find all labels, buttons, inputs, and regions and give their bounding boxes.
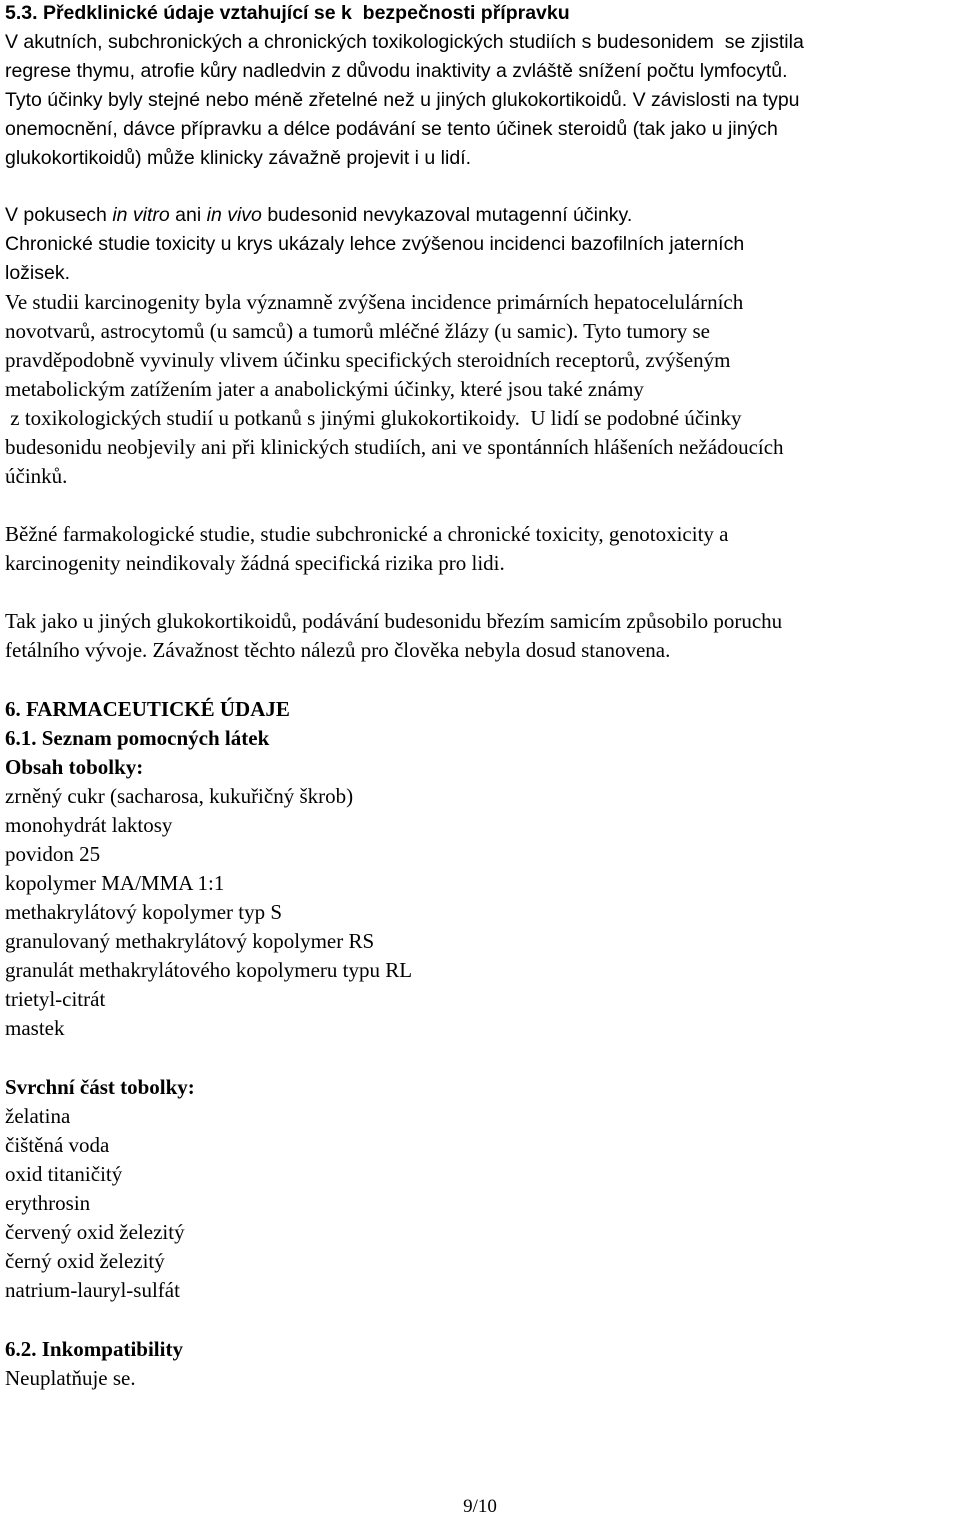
- paragraph-line: karcinogenity neindikovaly žádná specifická rizika pro lidi.: [5, 551, 505, 575]
- section-title: Předklinické údaje vztahující se k bezpečnosti přípravku: [42, 2, 570, 24]
- paragraph-line: metabolickým zatížením jater a anabolickými účinky, které jsou také známy: [5, 377, 644, 401]
- excipient-item: granulát methakrylátového kopolymeru typu RL: [5, 958, 413, 982]
- paragraph-line: budesonidu neobjevily ani při klinických studiích, ani ve spontánních hlášeních nežádoucích: [5, 435, 784, 459]
- page-number: 9/10: [463, 1496, 497, 1517]
- excipient-item: mastek: [5, 1016, 65, 1040]
- paragraph-line: [5, 91, 800, 111]
- excipient-item: methakrylátový kopolymer typ S: [5, 900, 283, 924]
- paragraph-line: glukokortikoidů) může klinicky závažně projevit i u lidí.: [5, 147, 472, 169]
- text-segment: V závislosti na typu: [632, 89, 800, 111]
- paragraph-line: V akutních, subchronických a chronických toxikologických studiích s budesonidem se zjistila: [5, 31, 804, 53]
- paragraph-line: pravděpodobně vyvinuly vlivem účinku specifických steroidních receptorů, zvýšeným: [5, 348, 731, 372]
- paragraph-line: Běžné farmakologické studie, studie subchronické a chronické toxicity, genotoxicity a: [5, 522, 729, 546]
- paragraph-line: z toxikologických studií u potkanů s jinými glukokortikoidy. U lidí se podobné účinky: [5, 406, 742, 430]
- paragraph-line: novotvarů, astrocytomů (u samců) a tumorů mléčné žlázy (u samic). Tyto tumory se: [5, 319, 710, 343]
- text-segment: Tyto účinky byly stejné nebo méně zřetelné než u jiných glukokortikoidů.: [5, 89, 628, 111]
- excipient-item: granulovaný methakrylátový kopolymer RS: [5, 929, 375, 953]
- excipient-item: trietyl-citrát: [5, 987, 106, 1011]
- excipient-item: natrium-lauryl-sulfát: [5, 1278, 180, 1302]
- section-heading-6: 6. FARMACEUTICKÉ ÚDAJE: [5, 697, 290, 721]
- excipient-item: zrněný cukr (sacharosa, kukuřičný škrob): [5, 784, 354, 808]
- text-segment: budesonid nevykazoval mutagenní účinky.: [261, 204, 633, 226]
- excipient-item: oxid titaničitý: [5, 1162, 123, 1186]
- paragraph-line: účinků.: [5, 464, 68, 488]
- section-heading-5-3: [5, 4, 570, 24]
- excipient-item: povidon 25: [5, 842, 101, 866]
- excipient-item: želatina: [5, 1104, 71, 1128]
- excipient-item: černý oxid železitý: [5, 1249, 165, 1273]
- text-segment: ani: [169, 204, 207, 226]
- excipient-item: čištěná voda: [5, 1133, 110, 1157]
- italic-term: in vivo: [206, 204, 262, 226]
- incompatibility-text: Neuplatňuje se.: [5, 1366, 136, 1390]
- excipient-item: kopolymer MA/MMA 1:1: [5, 871, 225, 895]
- section-number: 5.3.: [5, 2, 38, 24]
- paragraph-line: Ve studii karcinogenity byla významně zvýšena incidence primárních hepatocelulárních: [5, 290, 744, 314]
- paragraph-line: Tak jako u jiných glukokortikoidů, podávání budesonidu březím samicím způsobilo poruchu: [5, 609, 783, 633]
- paragraph-line: ložisek.: [5, 262, 71, 284]
- capsule-shell-label: Svrchní část tobolky:: [5, 1075, 195, 1099]
- excipient-item: erythrosin: [5, 1191, 91, 1215]
- paragraph-line: [5, 206, 632, 226]
- paragraph-line: regrese thymu, atrofie kůry nadledvin z důvodu inaktivity a zvláště snížení počtu lymfocytů.: [5, 60, 788, 82]
- text-segment: V pokusech: [5, 204, 113, 226]
- excipient-item: monohydrát laktosy: [5, 813, 173, 837]
- capsule-content-label: Obsah tobolky:: [5, 755, 144, 779]
- paragraph-line: onemocnění, dávce přípravku a délce podávání se tento účinek steroidů (tak jako u jiných: [5, 118, 778, 140]
- subsection-heading-6-1: 6.1. Seznam pomocných látek: [5, 726, 270, 750]
- paragraph-line: fetálního vývoje. Závažnost těchto nálezů pro člověka nebyla dosud stanovena.: [5, 638, 671, 662]
- paragraph-line: Chronické studie toxicity u krys ukázaly lehce zvýšenou incidenci bazofilních jaterních: [5, 233, 745, 255]
- subsection-heading-6-2: 6.2. Inkompatibility: [5, 1337, 183, 1361]
- excipient-item: červený oxid železitý: [5, 1220, 185, 1244]
- italic-term: in vitro: [112, 204, 170, 226]
